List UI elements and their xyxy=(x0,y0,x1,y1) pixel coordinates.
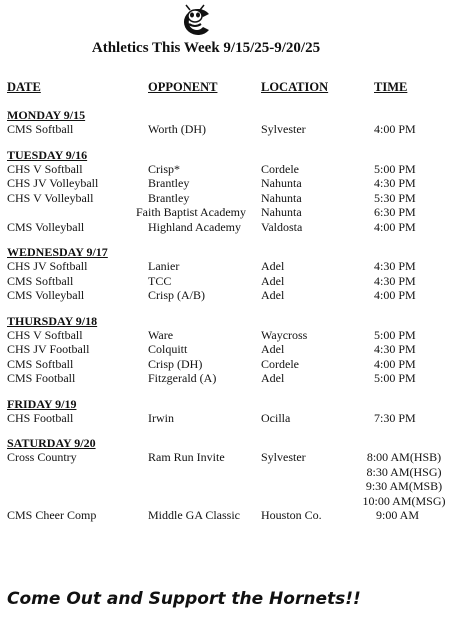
event-row xyxy=(7,191,447,206)
day-thursday xyxy=(7,314,447,386)
event-location: Cordele xyxy=(261,161,299,176)
event-time: 4:30 PM xyxy=(374,342,416,356)
event-opponent: Middle GA Classic xyxy=(148,508,240,522)
event-time: 4:00 PM xyxy=(374,122,416,136)
event-team: CMS Volleyball xyxy=(7,219,85,234)
event-team: CHS V Volleyball xyxy=(7,190,94,205)
day-heading: SATURDAY 9/20 xyxy=(7,436,96,450)
event-time: 4:30 PM xyxy=(374,273,416,288)
event-location: Adel xyxy=(261,259,285,273)
event-team: CMS Softball xyxy=(7,273,74,288)
event-row xyxy=(7,259,447,274)
event-row xyxy=(7,411,447,426)
day-wednesday xyxy=(7,245,447,303)
event-time: 10:00 AM(MSG) xyxy=(362,493,446,508)
event-row xyxy=(7,371,447,386)
event-time: 4:30 PM xyxy=(374,176,416,190)
event-opponent: TCC xyxy=(148,273,172,288)
event-location: Nahunta xyxy=(261,190,302,205)
event-opponent: Brantley xyxy=(148,176,190,190)
event-time: 4:00 PM xyxy=(374,356,416,371)
event-row xyxy=(7,176,447,191)
event-time: 5:00 PM xyxy=(374,371,416,385)
event-team: Cross Country xyxy=(7,450,77,464)
event-team: CHS V Softball xyxy=(7,161,83,176)
event-row xyxy=(7,220,447,235)
event-time: 9:00 AM xyxy=(376,508,420,522)
event-time: 4:00 PM xyxy=(374,288,416,302)
event-opponent: Brantley xyxy=(148,190,190,205)
day-saturday xyxy=(7,436,447,523)
event-row xyxy=(7,357,447,372)
event-row xyxy=(7,342,447,357)
event-opponent: Fitzgerald (A) xyxy=(148,371,217,385)
event-row xyxy=(7,205,447,220)
event-opponent: Worth (DH) xyxy=(148,122,207,136)
event-team: CHS V Softball xyxy=(7,327,83,342)
event-time: 8:00 AM(HSB) xyxy=(366,450,442,464)
event-time: 6:30 PM xyxy=(374,205,416,219)
event-team: CMS Softball xyxy=(7,356,74,371)
header-opponent: OPPONENT xyxy=(148,80,218,94)
day-tuesday xyxy=(7,148,447,235)
event-time: 4:00 PM xyxy=(374,219,416,234)
event-opponent: Ware xyxy=(148,327,174,342)
page-title: Athletics This Week 9/15/25-9/20/25 xyxy=(91,40,321,56)
event-location: Waycross xyxy=(261,327,308,342)
event-time: 8:30 AM(HSG) xyxy=(366,464,442,479)
footer-slogan: Come Out and Support the Hornets!! xyxy=(7,589,361,609)
event-opponent: Lanier xyxy=(148,259,180,273)
event-opponent: Crisp* xyxy=(148,161,181,176)
event-row xyxy=(7,450,447,508)
event-team: CMS Volleyball xyxy=(7,288,85,302)
event-opponent: Irwin xyxy=(148,410,174,425)
event-opponent: Colquitt xyxy=(148,342,188,356)
event-row xyxy=(7,274,447,289)
day-monday xyxy=(7,108,447,137)
event-opponent: Crisp (A/B) xyxy=(148,288,205,302)
event-location: Adel xyxy=(261,371,285,385)
event-location: Adel xyxy=(261,273,285,288)
hornet-logo-icon xyxy=(175,4,215,38)
event-team: CMS Softball xyxy=(7,122,74,136)
event-time: 5:00 PM xyxy=(374,327,416,342)
event-row xyxy=(7,508,447,523)
event-row xyxy=(7,328,447,343)
event-location: Adel xyxy=(261,288,285,302)
day-friday xyxy=(7,397,447,426)
event-team: CHS JV Softball xyxy=(7,259,88,273)
event-opponent: Ram Run Invite xyxy=(148,450,225,464)
event-opponent: Highland Academy xyxy=(148,219,241,234)
event-location: Nahunta xyxy=(261,176,302,190)
event-team: CMS Football xyxy=(7,371,76,385)
header-time: TIME xyxy=(374,80,408,94)
event-team: CHS JV Football xyxy=(7,342,90,356)
event-row xyxy=(7,162,447,177)
event-team: CMS Cheer Comp xyxy=(7,508,97,522)
event-location: Sylvester xyxy=(261,122,306,136)
event-time: 7:30 PM xyxy=(374,410,416,425)
day-heading: WEDNESDAY 9/17 xyxy=(7,245,108,259)
header-date: DATE xyxy=(7,80,41,94)
event-location: Sylvester xyxy=(261,450,306,464)
day-heading: MONDAY 9/15 xyxy=(7,108,86,122)
event-time: 4:30 PM xyxy=(374,259,416,273)
event-time-list xyxy=(361,450,447,508)
day-heading: FRIDAY 9/19 xyxy=(7,396,77,411)
event-location: Houston Co. xyxy=(261,508,322,522)
event-location: Adel xyxy=(261,342,285,356)
header-location: LOCATION xyxy=(261,80,329,94)
event-time: 5:00 PM xyxy=(374,161,416,176)
event-location: Nahunta xyxy=(261,205,302,219)
event-location: Ocilla xyxy=(261,410,291,425)
event-time: 9:30 AM(MSB) xyxy=(365,479,443,493)
event-row xyxy=(7,288,447,303)
schedule xyxy=(7,108,447,534)
event-opponent: Crisp (DH) xyxy=(148,356,203,371)
event-opponent: Faith Baptist Academy xyxy=(136,205,246,219)
event-time: 5:30 PM xyxy=(374,190,416,205)
event-team: CHS JV Volleyball xyxy=(7,176,99,190)
event-team: CHS Football xyxy=(7,410,74,425)
event-location: Valdosta xyxy=(261,219,303,234)
event-row xyxy=(7,122,447,137)
day-heading: THURSDAY 9/18 xyxy=(7,313,98,328)
day-heading: TUESDAY 9/16 xyxy=(7,147,88,162)
event-location: Cordele xyxy=(261,356,299,371)
